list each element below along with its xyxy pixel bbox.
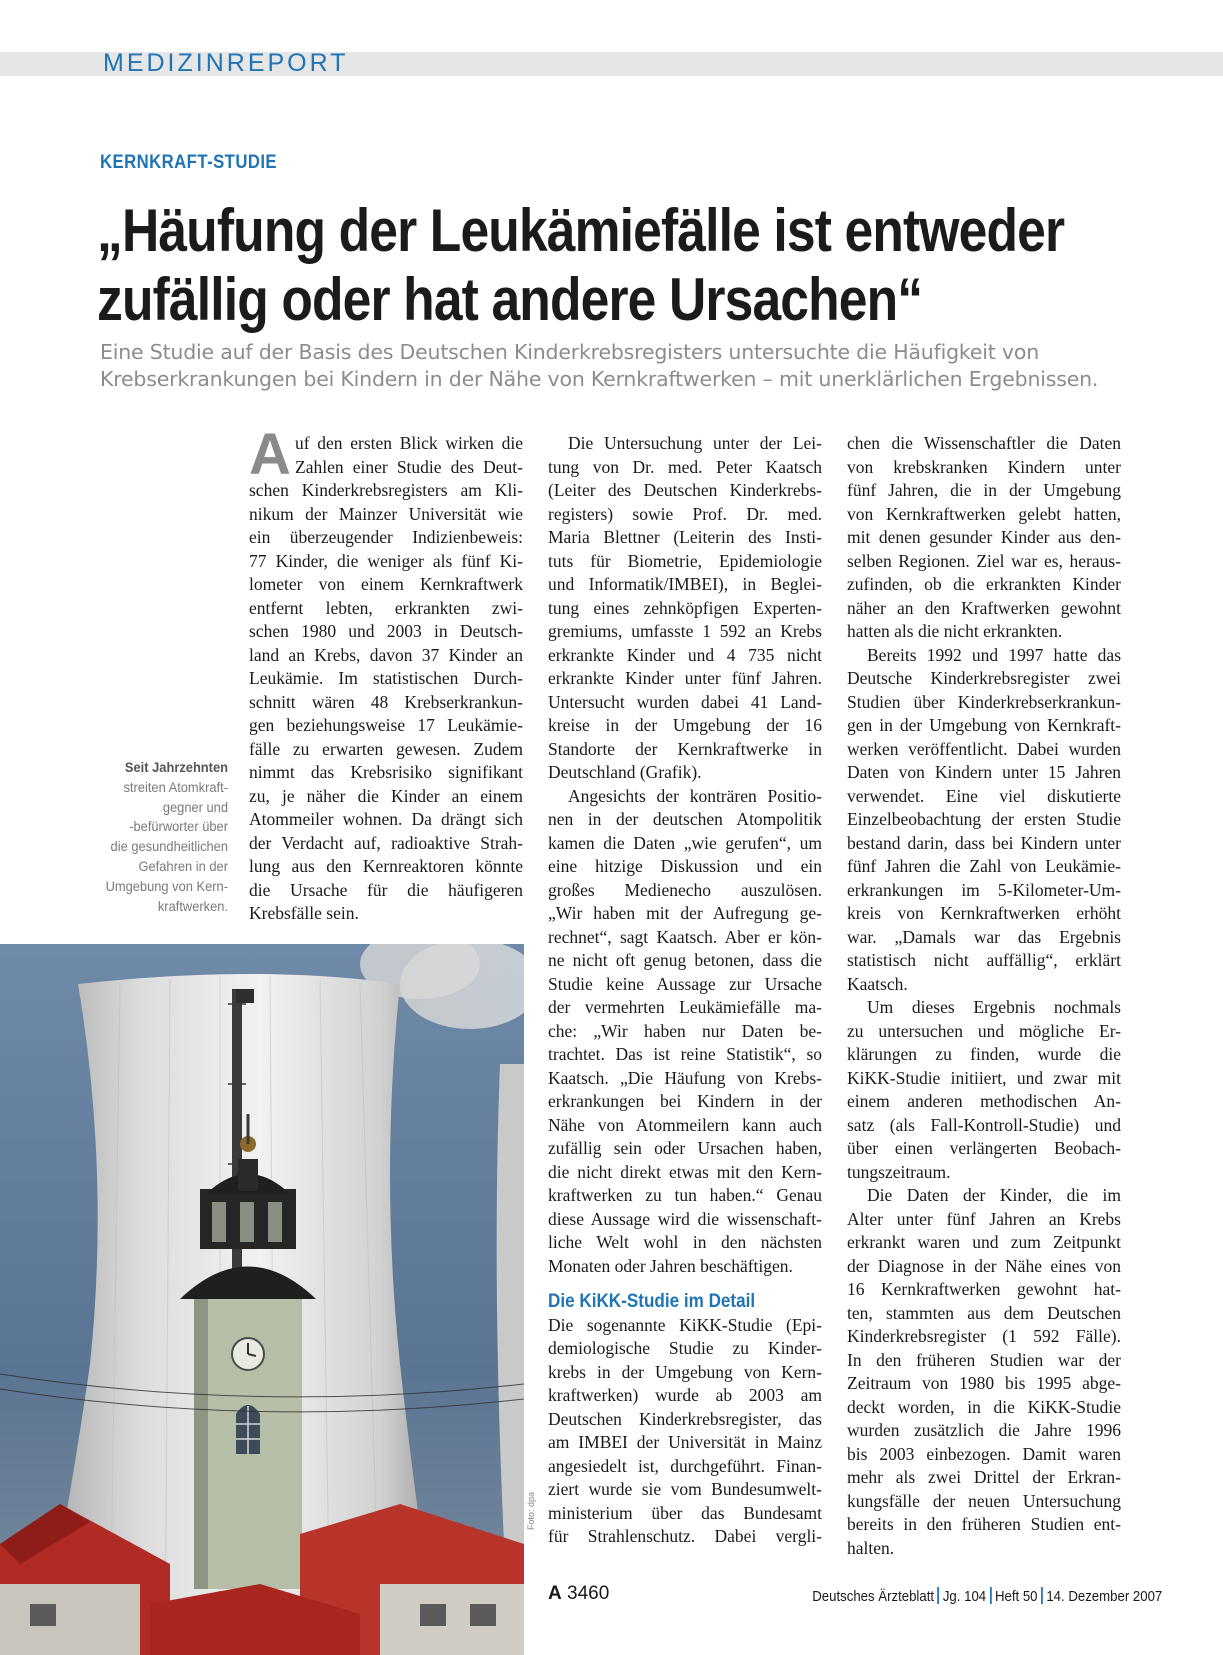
text-line: rechnet“, sagt Kaatsch. Aber er kön-: [548, 926, 822, 947]
text-line: fünf Jahren die Zahl von Leukämie-: [847, 856, 1121, 876]
text-line: Studie keine Aussage zur Ursache: [548, 973, 822, 994]
body-column-2: [548, 432, 822, 1549]
text-line: Standorte der Kernkraftwerke in: [548, 738, 822, 759]
lead-line: Eine Studie auf der Basis des Deutschen Kinderkrebsregisters untersuchte die Häufigkeit von: [100, 340, 1039, 364]
text-line: Monaten oder Jahren beschäftigen.: [548, 1255, 793, 1276]
body-column-3: [847, 432, 1121, 1560]
text-line: bis 2003 einbezogen. Damit waren: [847, 1443, 1121, 1464]
text-line: Leukämie. Im statistischen Durch-: [249, 668, 523, 688]
text-line: Angesichts der konträren Positio-: [568, 785, 822, 806]
text-line: über einen verlängerten Beobach-: [847, 1138, 1121, 1158]
text-line: halten.: [847, 1537, 895, 1558]
text-line: angesiedelt ist, durchgeführt. Finan-: [548, 1455, 822, 1476]
text-line: die Ursache für die häufigeren: [249, 879, 523, 900]
text-line: Krebsfälle sein.: [249, 903, 359, 923]
journal-issue: Heft 50: [994, 1588, 1038, 1605]
journal-name: Deutsches Ärzteblatt: [812, 1588, 935, 1605]
subheading: Die KiKK-Studie im Detail: [548, 1291, 756, 1312]
text-line: statistisch nicht auffällig“, erklärt: [847, 950, 1121, 970]
caption-line: -befürworter über: [129, 818, 228, 835]
text-line: lometer von einem Kernkraftwerk: [249, 574, 523, 594]
text-line: kraftwerken zu tun haben.“ Genau: [548, 1185, 822, 1205]
caption-line: Umgebung von Kern-: [105, 877, 228, 894]
text-line: trachtet. Das ist reine Statistik“, so: [548, 1044, 822, 1064]
text-line: Deutsche Kinderkrebsregister zwei: [847, 668, 1121, 688]
text-line: tungszeitraum.: [847, 1161, 951, 1182]
article-photo: [0, 944, 524, 1655]
text-line: liche Welt wohl in den nächsten: [548, 1232, 822, 1252]
text-line: eine hitzige Diskussion und ein: [548, 856, 822, 876]
text-line: großes Medienecho auszulösen.: [548, 879, 822, 900]
text-line: nikum der Mainzer Universität wie: [249, 503, 523, 524]
text-line: fünf Jahren, die in der Umgebung: [847, 480, 1121, 500]
footer-divider: [990, 1587, 992, 1604]
text-line: ziert wurde sie vom Bundesumwelt-: [548, 1479, 822, 1499]
lead-line: Krebserkrankungen bei Kindern in der Nähe von Kernkraftwerken – mit unerklärlichen Ergebnissen.: [100, 367, 1099, 391]
text-line: gen in der Umgebung von Kernkraft-: [847, 715, 1121, 735]
text-line: kraftwerken) wurde ab 2003 am: [548, 1385, 822, 1405]
headline-line: „Häufung der Leukämiefälle ist entweder: [97, 197, 1065, 264]
text-line: che: „Wir haben nur Daten be-: [548, 1020, 822, 1041]
text-line: gremiums, umfasste 1 592 an Krebs: [548, 621, 822, 641]
text-line: ten, stammten aus dem Deutschen: [847, 1302, 1121, 1323]
text-line: gen beziehungsweise 17 Leukämie-: [249, 715, 523, 735]
text-line: Die sogenannte KiKK-Studie (Epi-: [548, 1314, 822, 1335]
journal-volume: Jg. 104: [942, 1588, 987, 1605]
text-line: kamen die Daten „wie gerufen“, um: [548, 832, 822, 853]
text-line: Die Daten der Kinder, die im: [867, 1185, 1121, 1205]
text-line: hatten als die nicht erkrankten.: [847, 621, 1063, 641]
text-line: Nähe von Atommeilern kann auch: [548, 1114, 822, 1135]
page-number: [548, 1583, 609, 1605]
journal-date: 14. Dezember 2007: [1046, 1588, 1163, 1605]
caption-line: die gesundheitlichen: [110, 838, 228, 855]
text-line: kreise in der Umgebung der 16: [548, 715, 822, 735]
text-line: land an Krebs, davon 37 Kinder an: [249, 644, 523, 665]
text-line: Daten von Kindern unter 15 Jahren: [847, 762, 1121, 782]
text-line: zu untersuchen und mögliche Er-: [847, 1020, 1121, 1041]
text-line: mit denen gesunder Kinder aus den-: [847, 527, 1121, 547]
text-line: von krebskranken Kindern unter: [847, 456, 1121, 477]
text-line: der Verdacht auf, radioaktive Strah-: [249, 832, 523, 853]
text-line: von Kernkraftwerken gelebt hatten,: [847, 503, 1121, 524]
text-line: satz (als Fall-Kontroll-Studie) und: [847, 1114, 1121, 1135]
text-line: entfernt lebten, erkrankten zwi-: [249, 597, 523, 618]
text-line: Um dieses Ergebnis nochmals: [867, 997, 1121, 1017]
text-line: erkrankte Kinder und 4 735 nicht: [548, 644, 822, 665]
photo-credit: Foto: dpa: [526, 1491, 536, 1530]
text-line: war. „Damals war das Ergebnis: [847, 926, 1121, 947]
text-line: verwendet. Eine viel diskutierte: [847, 785, 1121, 806]
footer-divider: [1041, 1587, 1043, 1604]
footer-journal: [812, 1587, 1163, 1605]
text-line: näher an den Kraftwerken gewohnt: [847, 597, 1121, 618]
text-line: zufinden, ob die erkrankten Kinder: [847, 574, 1121, 594]
text-line: Studien über Kinderkrebserkrankun-: [847, 691, 1121, 712]
text-line: diese Aussage wird die wissenschaft-: [548, 1208, 822, 1229]
text-line: für Strahlenschutz. Dabei vergli-: [548, 1526, 822, 1546]
text-line: erkrankungen bei Kindern in der: [548, 1091, 822, 1111]
text-line: Einzelbeobachtung der ersten Studie: [847, 809, 1121, 829]
text-line: Deutschland (Grafik).: [548, 762, 702, 782]
text-line: schnitt wären 48 Krebserkrankun-: [249, 691, 523, 712]
text-line: 77 Kinder, die weniger als fünf Ki-: [249, 550, 523, 571]
text-line: kreis von Kernkraftwerken erhöht: [847, 903, 1121, 923]
text-line: Kaatsch.: [847, 973, 908, 994]
text-line: zufällig sein oder Ursachen haben,: [548, 1138, 822, 1158]
text-line: Zeitraum von 1980 bis 1995 abge-: [847, 1373, 1121, 1393]
section-label: MEDIZINREPORT: [103, 49, 349, 77]
cooling-tower-church-photo: [0, 944, 524, 1655]
text-line: lung aus den Kernreaktoren könnte: [249, 856, 523, 876]
text-line: bereits in den früheren Studien ent-: [847, 1514, 1121, 1534]
footer-divider: [938, 1587, 940, 1604]
text-line: bestand darin, dass bei Kindern unter: [847, 832, 1121, 853]
text-line: am IMBEI der Universität in Mainz: [548, 1432, 822, 1452]
text-line: und Informatik/IMBEI), in Beglei-: [548, 574, 822, 594]
text-line: Die Untersuchung unter der Lei-: [568, 433, 822, 453]
text-line: tung eines zehnköpfigen Experten-: [548, 597, 822, 618]
headline: [97, 196, 1065, 334]
text-line: die nicht direkt etwas mit den Kern-: [548, 1161, 822, 1182]
drop-cap: A: [249, 422, 291, 487]
text-line: nen in der deutschen Atompolitik: [548, 809, 822, 829]
text-line: werken veröffentlicht. Dabei wurden: [847, 738, 1121, 759]
text-line: KiKK-Studie initiiert, und zwar mit: [847, 1067, 1121, 1088]
text-line: (Leiter des Deutschen Kinderkrebs-: [548, 480, 822, 500]
text-line: Bereits 1992 und 1997 hatte das: [867, 644, 1121, 665]
text-line: der vermehrten Leukämiefälle ma-: [548, 997, 822, 1017]
text-line: nimmt das Krebsrisiko signifikant: [249, 762, 523, 782]
body-column-1: [249, 422, 523, 926]
caption-line: kraftwerken.: [157, 897, 228, 914]
text-line: chen die Wissenschaftler die Daten: [847, 433, 1121, 453]
text-line: erkrankt waren und zum Zeitpunkt: [847, 1232, 1121, 1252]
text-line: Kinderkrebsregister (1 592 Fälle).: [847, 1326, 1121, 1346]
text-line: erkrankte Kinder unter fünf Jahren.: [548, 668, 822, 688]
text-line: deckt worden, in die KiKK-Studie: [847, 1396, 1121, 1417]
text-line: Alter unter fünf Jahren an Krebs: [847, 1208, 1121, 1229]
text-line: schen Kinderkrebsregisters am Kli-: [249, 480, 523, 500]
caption-lead-in: Seit Jahrzehnten: [124, 759, 228, 775]
text-line: demiologische Studie zu Kinder-: [548, 1338, 822, 1358]
caption-line: gegner und: [162, 798, 228, 815]
text-line: selben Regionen. Ziel war es, heraus-: [847, 550, 1121, 571]
text-line: fälle zu erwarten gewesen. Zudem: [249, 738, 523, 759]
text-line: klärungen zu finden, wurde die: [847, 1044, 1121, 1064]
text-line: einem anderen methodischen An-: [847, 1091, 1121, 1111]
text-line: ne nicht oft genug betonen, dass die: [548, 950, 822, 970]
paragraph-gap: [548, 1278, 822, 1290]
photo-caption: [83, 758, 228, 916]
headline-line: zufällig oder hat andere Ursachen“: [97, 266, 923, 333]
text-line: 16 Kernkraftwerken gewohnt hat-: [847, 1279, 1121, 1299]
caption-line: streiten Atomkraft-: [123, 778, 228, 795]
page-prefix: A: [548, 1583, 562, 1604]
text-line: In den früheren Studien war der: [847, 1349, 1121, 1370]
text-line: Untersucht wurden dabei 41 Land-: [548, 691, 822, 712]
text-line: tung von Dr. med. Peter Kaatsch: [548, 456, 822, 477]
text-line: kungsfälle der neuen Untersuchung: [847, 1490, 1121, 1511]
text-line: wurden zusätzlich die Jahre 1996: [847, 1420, 1121, 1440]
caption-line: Gefahren in der: [138, 857, 228, 874]
text-line: Atommeiler wohnen. Da drängt sich: [249, 809, 523, 829]
text-line: Maria Blettner (Leiterin des Insti-: [548, 527, 822, 547]
text-line: Zahlen einer Studie des Deut-: [295, 456, 523, 477]
text-line: erkrankungen im 5-Kilometer-Um-: [847, 879, 1121, 900]
text-line: registers) sowie Prof. Dr. med.: [548, 503, 822, 524]
text-line: der Diagnose in der Nähe eines von: [847, 1255, 1121, 1276]
text-line: „Wir haben mit der Aufregung ge-: [548, 903, 822, 923]
text-line: ein überzeugender Indizienbeweis:: [249, 527, 523, 547]
kicker: KERNKRAFT-STUDIE: [100, 152, 278, 173]
page-number-value: 3460: [567, 1583, 610, 1604]
text-line: Kaatsch. „Die Häufung von Krebs-: [548, 1067, 822, 1088]
text-line: mehr als zwei Drittel der Erkran-: [847, 1467, 1121, 1487]
text-line: zu, je näher die Kinder an einem: [249, 785, 523, 806]
text-line: krebs in der Umgebung von Kern-: [548, 1361, 822, 1382]
text-line: ministerium über das Bundesamt: [548, 1502, 822, 1523]
text-line: uf den ersten Blick wirken die: [295, 433, 523, 453]
text-line: Deutschen Kinderkrebsregister, das: [548, 1408, 822, 1429]
text-line: schen 1980 und 2003 in Deutsch-: [249, 621, 523, 641]
text-line: tuts für Biometrie, Epidemiologie: [548, 550, 822, 571]
lead-paragraph: [100, 339, 1120, 393]
